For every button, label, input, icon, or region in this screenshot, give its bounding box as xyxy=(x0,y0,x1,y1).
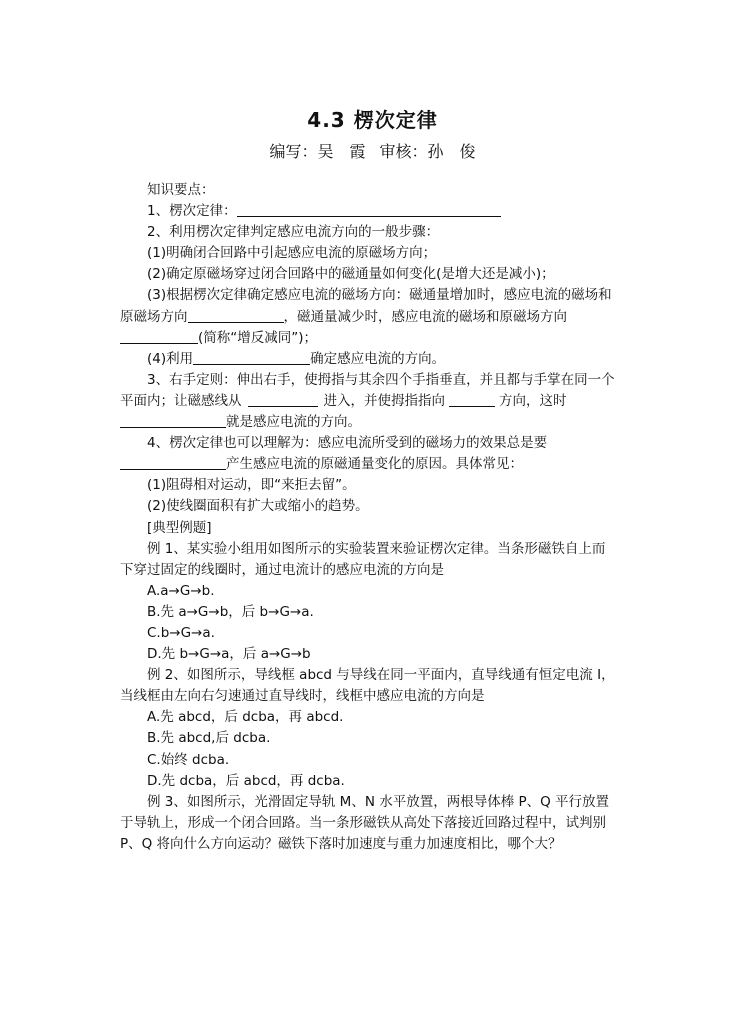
item3-text-c: 方向，这时 xyxy=(499,392,567,409)
blank-line xyxy=(248,392,318,407)
blank-line xyxy=(237,202,501,217)
step-4-text-a: (4)利用 xyxy=(147,350,194,367)
editor-label: 编写：吴 霞 xyxy=(269,142,366,161)
common-case-1: (1)阻碍相对运动，即“来拒去留”。 xyxy=(147,477,356,494)
example-2-option-c: C.始终 dcba. xyxy=(147,751,230,768)
item3-text-a: 平面内；让磁感线从 xyxy=(120,392,242,409)
knowledge-item-1 xyxy=(120,201,630,222)
blank-line xyxy=(120,455,226,470)
blank-line xyxy=(120,413,226,428)
knowledge-item-4-line-1: 4、楞次定律也可以理解为：感应电流所受到的磁场力的效果总是要 xyxy=(147,435,548,452)
knowledge-item-3-line-3 xyxy=(120,412,630,433)
example-3-line-2: 于导轨上，形成一个闭合回路。当一条形磁铁从高处下落接近回路过程中，试判别 xyxy=(120,814,606,831)
step-2: (2)确定原磁场穿过闭合回路中的磁通量如何变化(是增大还是减小)； xyxy=(147,266,555,283)
example-3-line-3: P、Q 将向什么方向运动？磁铁下落时加速度与重力加速度相比，哪个大？ xyxy=(120,835,562,852)
knowledge-item-3-line-2 xyxy=(120,391,630,412)
common-case-2: (2)使线圈面积有扩大或缩小的趋势。 xyxy=(147,498,369,515)
examples-heading: [典型例题] xyxy=(147,519,212,536)
step-3-line-3 xyxy=(120,328,630,349)
page-title: 4.3 楞次定律 xyxy=(307,108,438,132)
author-line xyxy=(0,139,745,162)
step-3-text-a: 原磁场方向 xyxy=(120,308,188,325)
example-2-option-d: D.先 dcba，后 abcd，再 dcba. xyxy=(147,772,345,789)
knowledge-item-4-line-2 xyxy=(120,454,630,475)
example-2-option-a: A.先 abcd，后 dcba，再 abcd. xyxy=(147,709,344,726)
item3-text-b: 进入，并使拇指指向 xyxy=(323,392,445,409)
blank-line xyxy=(449,392,495,407)
step-3-text-c: (简称“增反减同”)； xyxy=(198,329,318,346)
step-4 xyxy=(120,349,630,370)
example-3-line-1: 例 3、如图所示，光滑固定导轨 M、N 水平放置，两根导体棒 P、Q 平行放置 xyxy=(147,793,610,810)
item3-text-d: 就是感应电流的方向。 xyxy=(226,414,361,431)
item4-text-b: 产生感应电流的原磁通量变化的原因。具体常见： xyxy=(226,456,523,473)
blank-line xyxy=(120,329,198,344)
blank-line xyxy=(193,350,310,365)
example-2-line-2: 当线框由左向右匀速通过直导线时，线框中感应电流的方向是 xyxy=(120,688,485,705)
example-1-option-c: C.b→G→a. xyxy=(147,624,215,641)
document-body xyxy=(120,180,630,855)
example-2-option-b: B.先 abcd,后 dcba. xyxy=(147,730,271,747)
example-1-option-d: D.先 b→G→a，后 a→G→b xyxy=(147,646,311,663)
knowledge-item-3-line-1: 3、右手定则：伸出右手，使拇指与其余四个手指垂直，并且都与手掌在同一个 xyxy=(147,371,615,388)
step-1: (1)明确闭合回路中引起感应电流的原磁场方向； xyxy=(147,245,437,262)
step-4-text-b: 确定感应电流的方向。 xyxy=(310,350,446,367)
example-1-option-b: B.先 a→G→b，后 b→G→a. xyxy=(147,603,314,620)
step-3-line-2 xyxy=(120,307,630,328)
knowledge-item-2: 2、利用楞次定律判定感应电流方向的一般步骤： xyxy=(147,224,440,241)
example-1-line-2: 下穿过固定的线圈时，通过电流计的感应电流的方向是 xyxy=(120,561,444,578)
step-3-line-1: (3)根据楞次定律确定感应电流的磁场方向：磁通量增加时，感应电流的磁场和 xyxy=(147,287,612,304)
item1-text: 1、楞次定律： xyxy=(147,203,237,220)
example-2-line-1: 例 2、如图所示，导线框 abcd 与导线在同一平面内，直导线通有恒定电流 I， xyxy=(147,667,615,684)
reviewer-label: 审核：孙 俊 xyxy=(379,142,476,161)
blank-line xyxy=(188,308,284,323)
example-1-option-a: A.a→G→b. xyxy=(147,582,215,599)
knowledge-heading: 知识要点： xyxy=(147,182,215,198)
example-1-line-1: 例 1、某实验小组用如图所示的实验装置来验证楞次定律。当条形磁铁自上而 xyxy=(147,540,606,557)
step-3-text-b: ，磁通量减少时，感应电流的磁场和原磁场方向 xyxy=(283,308,567,325)
